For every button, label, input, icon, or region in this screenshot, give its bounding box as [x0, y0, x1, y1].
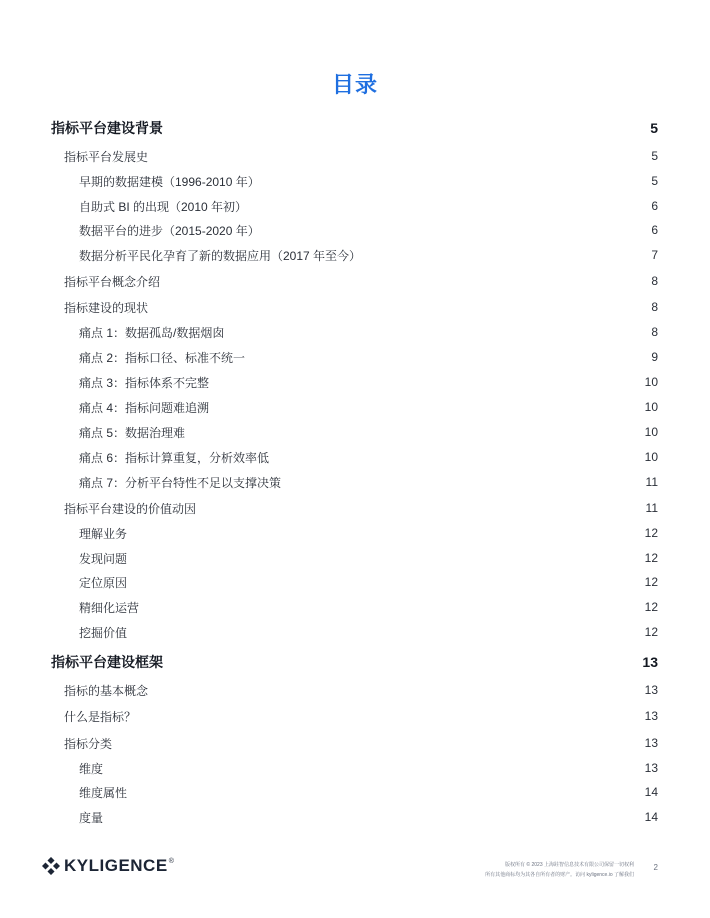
toc-entry[interactable]	[0, 731, 710, 755]
kyligence-logo	[42, 856, 174, 876]
toc-entry[interactable]	[0, 595, 710, 619]
toc-entry[interactable]	[0, 704, 710, 728]
toc-entry[interactable]	[0, 194, 710, 218]
toc-entry-page: 13	[644, 683, 658, 697]
toc-entry-page: 5	[651, 174, 658, 188]
toc-entry-text: 指标平台概念介绍	[64, 274, 161, 289]
toc-entry-text: 指标分类	[64, 736, 113, 751]
toc-entry-page: 13	[644, 761, 658, 775]
toc-entry-text: 痛点 5：数据治理难	[79, 425, 186, 440]
toc-entry-text: 指标平台建设的价值动因	[64, 501, 197, 516]
toc-entry-text: 指标的基本概念	[64, 683, 149, 698]
toc-entry-page: 8	[651, 325, 658, 339]
toc-entry-page: 13	[644, 709, 658, 723]
toc-entry[interactable]	[0, 521, 710, 545]
toc-entry[interactable]	[0, 370, 710, 394]
toc-entry-text: 精细化运营	[79, 600, 140, 615]
toc-entry[interactable]	[0, 116, 710, 140]
toc-entry-page: 6	[651, 199, 658, 213]
toc-entry-page: 12	[644, 526, 658, 540]
toc-entry-text: 理解业务	[79, 526, 128, 541]
table-of-contents	[0, 114, 710, 834]
toc-entry[interactable]	[0, 243, 710, 267]
toc-entry-text: 痛点 1：数据孤岛/数据烟囱	[79, 325, 225, 340]
toc-entry[interactable]	[0, 345, 710, 369]
toc-entry-text: 自助式 BI 的出现（2010 年初）	[79, 199, 248, 214]
toc-entry[interactable]	[0, 620, 710, 644]
toc-entry-text: 数据平台的进步（2015-2020 年）	[79, 223, 260, 238]
kyligence-logo-icon	[42, 857, 60, 875]
logo-text: KYLIGENCE	[64, 856, 168, 875]
page-number: 2	[653, 863, 658, 872]
toc-entry[interactable]	[0, 496, 710, 520]
toc-entry[interactable]	[0, 144, 710, 168]
toc-entry[interactable]	[0, 470, 710, 494]
toc-entry-page: 12	[644, 575, 658, 589]
toc-entry[interactable]	[0, 169, 710, 193]
toc-entry-text: 维度属性	[79, 785, 128, 800]
toc-entry[interactable]	[0, 295, 710, 319]
toc-entry[interactable]	[0, 395, 710, 419]
toc-entry[interactable]	[0, 445, 710, 469]
toc-entry-text: 早期的数据建模（1996-2010 年）	[79, 174, 260, 189]
toc-entry-page: 11	[645, 501, 658, 515]
toc-entry-text: 痛点 6：指标计算重复，分析效率低	[79, 450, 270, 465]
toc-entry-text: 维度	[79, 761, 104, 776]
toc-entry[interactable]	[0, 650, 710, 674]
toc-entry-page: 9	[651, 350, 658, 364]
toc-entry[interactable]	[0, 780, 710, 804]
copyright-line-1: 版权所有 © 2023 上海跬智信息技术有限公司保留一切权利	[505, 862, 634, 868]
toc-entry-text: 痛点 7：分析平台特性不足以支撑决策	[79, 475, 282, 490]
page-footer	[0, 850, 710, 890]
toc-entry-text: 定位原因	[79, 575, 128, 590]
toc-entry-page: 8	[651, 274, 658, 288]
toc-entry[interactable]	[0, 320, 710, 344]
toc-entry-page: 12	[644, 600, 658, 614]
toc-entry-page: 8	[651, 300, 658, 314]
toc-entry-page: 12	[644, 625, 658, 639]
toc-entry[interactable]	[0, 218, 710, 242]
toc-entry-page: 10	[644, 450, 658, 464]
toc-entry-page: 10	[644, 400, 658, 414]
toc-entry[interactable]	[0, 756, 710, 780]
toc-entry[interactable]	[0, 269, 710, 293]
toc-entry-text: 发现问题	[79, 551, 128, 566]
toc-entry-page: 5	[650, 120, 658, 136]
toc-entry-page: 11	[645, 475, 658, 489]
toc-entry[interactable]	[0, 420, 710, 444]
toc-entry-page: 10	[644, 375, 658, 389]
copyright-notice	[485, 860, 634, 880]
toc-entry-text: 痛点 2：指标口径、标准不统一	[79, 350, 246, 365]
toc-entry[interactable]	[0, 805, 710, 829]
toc-entry-page: 5	[651, 149, 658, 163]
toc-entry-text: 数据分析平民化孕育了新的数据应用（2017 年至今）	[79, 248, 362, 263]
toc-entry-text: 指标平台发展史	[64, 149, 149, 164]
registered-mark: ®	[168, 858, 174, 865]
toc-entry-page: 12	[644, 551, 658, 565]
toc-entry-page: 10	[644, 425, 658, 439]
toc-entry-page: 13	[644, 736, 658, 750]
copyright-line-2: 所有其他商标均为其各自所有者的财产。访问 kyligence.io 了解我们	[485, 872, 634, 878]
page-title: 目录	[331, 72, 378, 97]
toc-entry-text: 痛点 3：指标体系不完整	[79, 375, 210, 390]
toc-entry-text: 痛点 4：指标问题难追溯	[79, 400, 210, 415]
toc-entry-text: 度量	[79, 810, 104, 825]
toc-entry-page: 14	[644, 785, 658, 799]
toc-entry-text: 什么是指标？	[64, 709, 137, 724]
toc-entry-text: 指标平台建设框架	[51, 654, 163, 670]
toc-entry-page: 6	[651, 223, 658, 237]
toc-entry-text: 指标平台建设背景	[51, 120, 163, 136]
toc-entry-page: 14	[644, 810, 658, 824]
toc-entry-page: 13	[642, 654, 658, 670]
toc-entry-page: 7	[651, 248, 658, 262]
toc-entry[interactable]	[0, 546, 710, 570]
toc-entry[interactable]	[0, 570, 710, 594]
toc-entry-text: 指标建设的现状	[64, 300, 149, 315]
toc-entry[interactable]	[0, 678, 710, 702]
toc-entry-text: 挖掘价值	[79, 625, 128, 640]
